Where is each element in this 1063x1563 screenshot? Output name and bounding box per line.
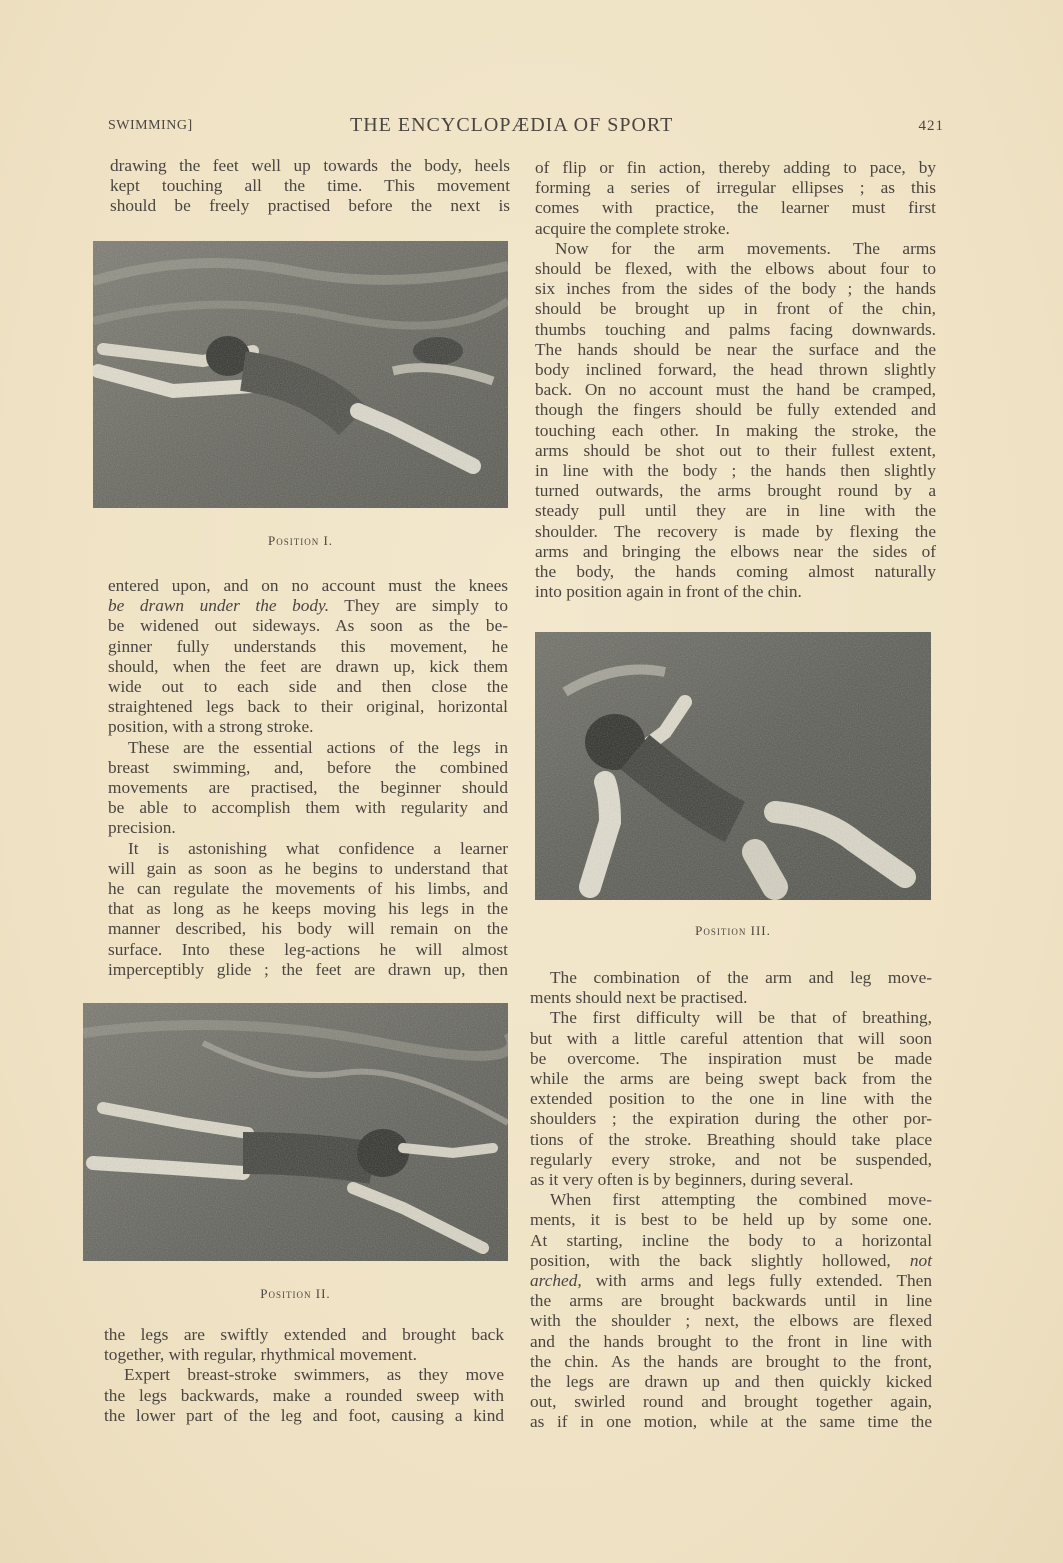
text-line: the lower part of the leg and foot, causing a kind bbox=[104, 1405, 504, 1425]
text-line: The hands should be near the surface and the bbox=[535, 339, 936, 359]
text-line: that as long as he keeps moving his legs in the bbox=[108, 899, 508, 919]
text-line: should be flexed, with the elbows about four to bbox=[535, 259, 936, 279]
left-paragraph-2 bbox=[108, 576, 508, 980]
text-line: position, with the back slightly hollowed, not bbox=[530, 1250, 932, 1270]
text-line: but with a little careful attention that will soon bbox=[530, 1028, 932, 1048]
text-line: arms should be shot out to their fullest extent, bbox=[535, 440, 936, 460]
text-line: of flip or fin action, thereby adding to pace, by bbox=[535, 158, 936, 177]
right-paragraph-2 bbox=[530, 968, 932, 1433]
text-line: straightened legs back to their original, horizontal bbox=[108, 697, 508, 717]
book-title: THE ENCYCLOPÆDIA OF SPORT bbox=[350, 114, 674, 136]
text-line: The first difficulty will be that of breathing, bbox=[550, 1008, 932, 1028]
text-line: the legs are swiftly extended and brought back bbox=[104, 1325, 504, 1344]
text-line: be widened out sideways. As soon as the be- bbox=[108, 616, 508, 636]
text-line: At starting, incline the body to a horizontal bbox=[530, 1230, 932, 1250]
text-line: shoulder. The recovery is made by flexing the bbox=[535, 521, 936, 541]
text-line: Expert breast-stroke swimmers, as they move bbox=[124, 1365, 504, 1385]
italic-text: be drawn under the body. bbox=[108, 596, 330, 616]
text-line: be drawn under the body. They are simply to bbox=[108, 596, 508, 616]
text-line: turned outwards, the arms brought round by a bbox=[535, 481, 936, 501]
text-line: It is astonishing what confidence a learner bbox=[128, 838, 508, 858]
text-line: body inclined forward, the head thrown slightly bbox=[535, 360, 936, 380]
text-line: touching each other. In making the stroke, the bbox=[535, 420, 936, 440]
text-line: shoulders ; the expiration during the other por- bbox=[530, 1109, 932, 1129]
text-line: should be brought up in front of the chin, bbox=[535, 299, 936, 319]
text-line: position, with a strong stroke. bbox=[108, 717, 314, 737]
right-paragraph-1 bbox=[535, 158, 936, 602]
text-line: he can regulate the movements of his limbs, and bbox=[108, 879, 508, 899]
text-line: entered upon, and on no account must the knees bbox=[108, 576, 508, 595]
text-line: breast swimming, and, before the combined bbox=[108, 757, 508, 777]
photo-position-1 bbox=[93, 241, 508, 508]
text-line: The combination of the arm and leg move- bbox=[550, 968, 932, 987]
section-label: SWIMMING] bbox=[108, 118, 193, 133]
page-number: 421 bbox=[918, 118, 944, 134]
swimmer-photo-1 bbox=[93, 241, 508, 508]
text-line: out, swirled round and brought together again, bbox=[530, 1392, 932, 1412]
text-line: be able to accomplish them with regularity and bbox=[108, 798, 508, 818]
text-line: the chin. As the hands are brought to the front, bbox=[530, 1351, 932, 1371]
caption-position-1: Position I. bbox=[267, 533, 334, 548]
text-line: These are the essential actions of the legs in bbox=[128, 737, 508, 757]
text-line: arched, with arms and legs fully extended. Then bbox=[530, 1271, 932, 1291]
caption-position-2: Position II. bbox=[260, 1286, 331, 1301]
photo-position-3 bbox=[535, 632, 931, 900]
text-line: comes with practice, the learner must first bbox=[535, 198, 936, 218]
text-line: the arms are brought backwards until in line bbox=[530, 1291, 932, 1311]
text-line: while the arms are being swept back from the bbox=[530, 1069, 932, 1089]
text-line: imperceptibly glide ; the feet are drawn up, then bbox=[108, 959, 508, 979]
text-line: When first attempting the combined move- bbox=[550, 1190, 932, 1210]
text-line: tions of the stroke. Breathing should take place bbox=[530, 1129, 932, 1149]
text-line: should be freely practised before the next is bbox=[110, 196, 510, 216]
text-line: forming a series of irregular ellipses ; as this bbox=[535, 178, 936, 198]
swimmer-photo-2 bbox=[83, 1003, 508, 1261]
text-line: with the shoulder ; next, the elbows are flexed bbox=[530, 1311, 932, 1331]
text-line: ments should next be practised. bbox=[530, 988, 748, 1008]
text-line: the legs backwards, make a rounded sweep with bbox=[104, 1385, 504, 1405]
text-line: Now for the arm movements. The arms bbox=[555, 238, 936, 258]
text-line: precision. bbox=[108, 818, 176, 838]
text-line: extended position to the one in line with the bbox=[530, 1089, 932, 1109]
text-line: movements are practised, the beginner should bbox=[108, 778, 508, 798]
text-line: as it very often is by beginners, during several. bbox=[530, 1170, 854, 1190]
text-line: should, when the feet are drawn up, kick them bbox=[108, 656, 508, 676]
text-line: be overcome. The inspiration must be made bbox=[530, 1048, 932, 1068]
text-line: ments, it is best to be held up by some one. bbox=[530, 1210, 932, 1230]
text-line: acquire the complete stroke. bbox=[535, 218, 730, 238]
running-header bbox=[108, 114, 944, 142]
caption-position-3: Position III. bbox=[695, 923, 771, 938]
text-line: as if in one motion, while at the same time the bbox=[530, 1412, 932, 1432]
text-line: thumbs touching and palms facing downwards. bbox=[535, 319, 936, 339]
text-line: manner described, his body will remain on the bbox=[108, 919, 508, 939]
text-line: and the hands brought to the front in line with bbox=[530, 1331, 932, 1351]
italic-text: arched, bbox=[530, 1271, 582, 1291]
text-line: wide out to each side and then close the bbox=[108, 677, 508, 697]
italic-text: not bbox=[909, 1250, 932, 1270]
text-line: six inches from the sides of the body ; the hands bbox=[535, 279, 936, 299]
text-line: the legs are drawn up and then quickly kicked bbox=[530, 1372, 932, 1392]
text-line: though the fingers should be fully extended and bbox=[535, 400, 936, 420]
text-line: back. On no account must the hand be cramped, bbox=[535, 380, 936, 400]
text-line: arms and bringing the elbows near the sides of bbox=[535, 541, 936, 561]
text-line: kept touching all the time. This movement bbox=[110, 176, 510, 196]
text-line: surface. Into these leg-actions he will almost bbox=[108, 939, 508, 959]
text-line: ginner fully understands this movement, he bbox=[108, 636, 508, 656]
text-line: will gain as soon as he begins to understand that bbox=[108, 858, 508, 878]
left-paragraph-1 bbox=[110, 156, 510, 217]
text-line: together, with regular, rhythmical movement. bbox=[104, 1345, 417, 1365]
swimmer-photo-3 bbox=[535, 632, 931, 900]
text-line: regularly every stroke, and not be suspended, bbox=[530, 1149, 932, 1169]
photo-position-2 bbox=[83, 1003, 508, 1261]
text-line: into position again in front of the chin. bbox=[535, 582, 802, 602]
text-line: in line with the body ; the hands then slightly bbox=[535, 461, 936, 481]
text-line: steady pull until they are in line with the bbox=[535, 501, 936, 521]
text-line: drawing the feet well up towards the body, heels bbox=[110, 156, 510, 175]
left-paragraph-3 bbox=[104, 1325, 504, 1426]
text-line: the body, the hands coming almost naturally bbox=[535, 562, 936, 582]
